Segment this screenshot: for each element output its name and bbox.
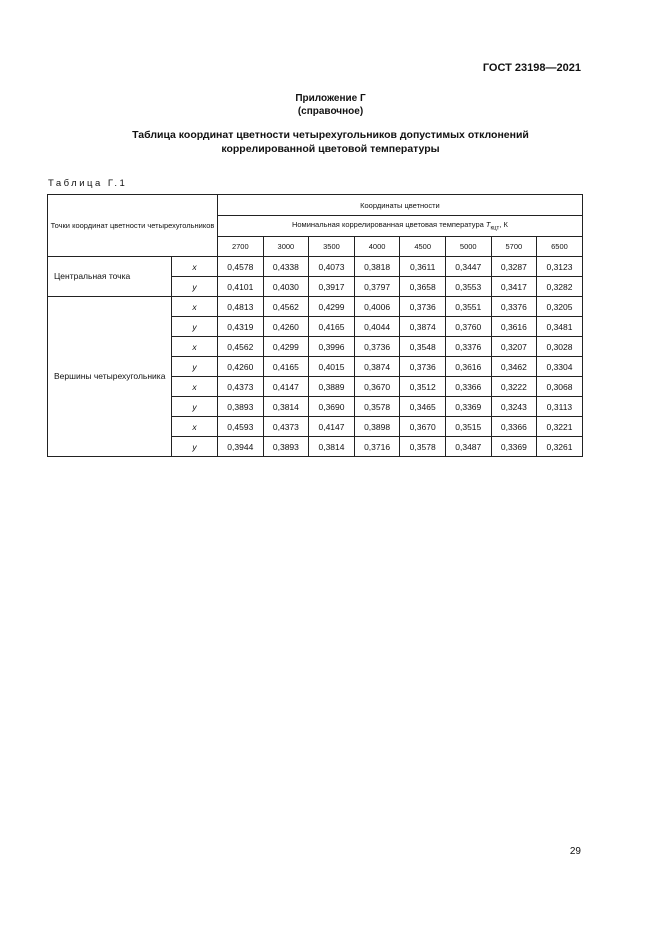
value-cell: 0,4813	[218, 297, 264, 317]
value-cell: 0,3205	[537, 297, 583, 317]
chromaticity-table	[47, 194, 583, 457]
value-cell: 0,3893	[218, 397, 264, 417]
value-cell: 0,4015	[309, 357, 355, 377]
coordinate-axis: y	[172, 277, 218, 297]
value-cell: 0,3369	[445, 397, 491, 417]
page-number: 29	[569, 846, 581, 857]
value-cell: 0,3658	[400, 277, 446, 297]
value-cell: 0,3261	[537, 437, 583, 457]
value-cell: 0,4562	[263, 297, 309, 317]
coordinate-axis: y	[172, 397, 218, 417]
table-heading	[0, 128, 661, 156]
value-cell: 0,3736	[354, 337, 400, 357]
temperature-header	[218, 216, 583, 237]
value-cell: 0,4147	[309, 417, 355, 437]
coordinate-axis: y	[172, 317, 218, 337]
value-cell: 0,4147	[263, 377, 309, 397]
value-cell: 0,3243	[491, 397, 537, 417]
value-cell: 0,4165	[309, 317, 355, 337]
temperature-cell: 5000	[445, 237, 491, 257]
temperature-cell: 3500	[309, 237, 355, 257]
value-cell: 0,3893	[263, 437, 309, 457]
value-cell: 0,4101	[218, 277, 264, 297]
value-cell: 0,3578	[400, 437, 446, 457]
value-cell: 0,3287	[491, 257, 537, 277]
value-cell: 0,4044	[354, 317, 400, 337]
value-cell: 0,3814	[263, 397, 309, 417]
value-cell: 0,3113	[537, 397, 583, 417]
value-cell: 0,4373	[263, 417, 309, 437]
value-cell: 0,3996	[309, 337, 355, 357]
value-cell: 0,3515	[445, 417, 491, 437]
value-cell: 0,4373	[218, 377, 264, 397]
value-cell: 0,3736	[400, 357, 446, 377]
value-cell: 0,4260	[218, 357, 264, 377]
value-cell: 0,3553	[445, 277, 491, 297]
temperature-cell: 5700	[491, 237, 537, 257]
value-cell: 0,3282	[537, 277, 583, 297]
value-cell: 0,4030	[263, 277, 309, 297]
temperature-cell: 6500	[537, 237, 583, 257]
value-cell: 0,4165	[263, 357, 309, 377]
table-row	[48, 297, 583, 317]
group-header: Координаты цветности	[218, 195, 583, 216]
value-cell: 0,4578	[218, 257, 264, 277]
temperature-cell: 4000	[354, 237, 400, 257]
value-cell: 0,3068	[537, 377, 583, 397]
document-code: ГОСТ 23198—2021	[482, 62, 581, 74]
value-cell: 0,3578	[354, 397, 400, 417]
value-cell: 0,3376	[445, 337, 491, 357]
value-cell: 0,3814	[309, 437, 355, 457]
value-cell: 0,4593	[218, 417, 264, 437]
value-cell: 0,4073	[309, 257, 355, 277]
value-cell: 0,3889	[309, 377, 355, 397]
value-cell: 0,3551	[445, 297, 491, 317]
appendix-title	[0, 92, 661, 118]
value-cell: 0,3690	[309, 397, 355, 417]
table-row	[48, 257, 583, 277]
value-cell: 0,3221	[537, 417, 583, 437]
temperature-symbol: T	[485, 220, 491, 230]
value-cell: 0,3028	[537, 337, 583, 357]
corner-header: Точки координат цветности четырехугольников	[48, 195, 218, 257]
temperature-subscript: кцт	[490, 225, 500, 232]
value-cell: 0,3512	[400, 377, 446, 397]
table-heading-line2: коррелированной цветовой температуры	[221, 143, 440, 155]
value-cell: 0,3670	[354, 377, 400, 397]
value-cell: 0,3222	[491, 377, 537, 397]
value-cell: 0,3447	[445, 257, 491, 277]
value-cell: 0,4260	[263, 317, 309, 337]
value-cell: 0,3818	[354, 257, 400, 277]
value-cell: 0,3369	[491, 437, 537, 457]
value-cell: 0,3917	[309, 277, 355, 297]
temperature-cell: 2700	[218, 237, 264, 257]
appendix-name: Приложение Г	[295, 93, 366, 104]
value-cell: 0,3898	[354, 417, 400, 437]
value-cell: 0,3616	[445, 357, 491, 377]
table-heading-line1: Таблица координат цветности четырехугольников допустимых отклонений	[132, 129, 529, 141]
value-cell: 0,4299	[263, 337, 309, 357]
temperature-cell: 3000	[263, 237, 309, 257]
value-cell: 0,4006	[354, 297, 400, 317]
value-cell: 0,3304	[537, 357, 583, 377]
value-cell: 0,3207	[491, 337, 537, 357]
value-cell: 0,3797	[354, 277, 400, 297]
appendix-type: (справочное)	[297, 106, 364, 117]
temperature-unit: , К	[499, 220, 508, 230]
value-cell: 0,3465	[400, 397, 446, 417]
value-cell: 0,3487	[445, 437, 491, 457]
value-cell: 0,3611	[400, 257, 446, 277]
value-cell: 0,3481	[537, 317, 583, 337]
value-cell: 0,3417	[491, 277, 537, 297]
coordinate-axis: x	[172, 337, 218, 357]
center-point-label: Центральная точка	[48, 257, 172, 297]
table-label: Таблица Г.1	[48, 178, 128, 189]
temperature-header-text: Номинальная коррелированная цветовая температура	[291, 220, 484, 230]
value-cell: 0,4299	[309, 297, 355, 317]
value-cell: 0,4319	[218, 317, 264, 337]
value-cell: 0,3376	[491, 297, 537, 317]
value-cell: 0,3736	[400, 297, 446, 317]
coordinate-axis: y	[172, 437, 218, 457]
header-row-1	[48, 195, 583, 216]
temperature-cell: 4500	[400, 237, 446, 257]
value-cell: 0,3123	[537, 257, 583, 277]
table-body	[48, 195, 583, 457]
coordinate-axis: x	[172, 297, 218, 317]
value-cell: 0,3874	[354, 357, 400, 377]
value-cell: 0,3760	[445, 317, 491, 337]
value-cell: 0,3616	[491, 317, 537, 337]
coordinate-axis: x	[172, 377, 218, 397]
value-cell: 0,3670	[400, 417, 446, 437]
value-cell: 0,3548	[400, 337, 446, 357]
value-cell: 0,4338	[263, 257, 309, 277]
value-cell: 0,3874	[400, 317, 446, 337]
value-cell: 0,3716	[354, 437, 400, 457]
coordinate-axis: x	[172, 257, 218, 277]
vertices-label: Вершины четырехугольника	[48, 297, 172, 457]
value-cell: 0,3944	[218, 437, 264, 457]
value-cell: 0,4562	[218, 337, 264, 357]
value-cell: 0,3366	[445, 377, 491, 397]
coordinate-axis: y	[172, 357, 218, 377]
value-cell: 0,3366	[491, 417, 537, 437]
value-cell: 0,3462	[491, 357, 537, 377]
coordinate-axis: x	[172, 417, 218, 437]
